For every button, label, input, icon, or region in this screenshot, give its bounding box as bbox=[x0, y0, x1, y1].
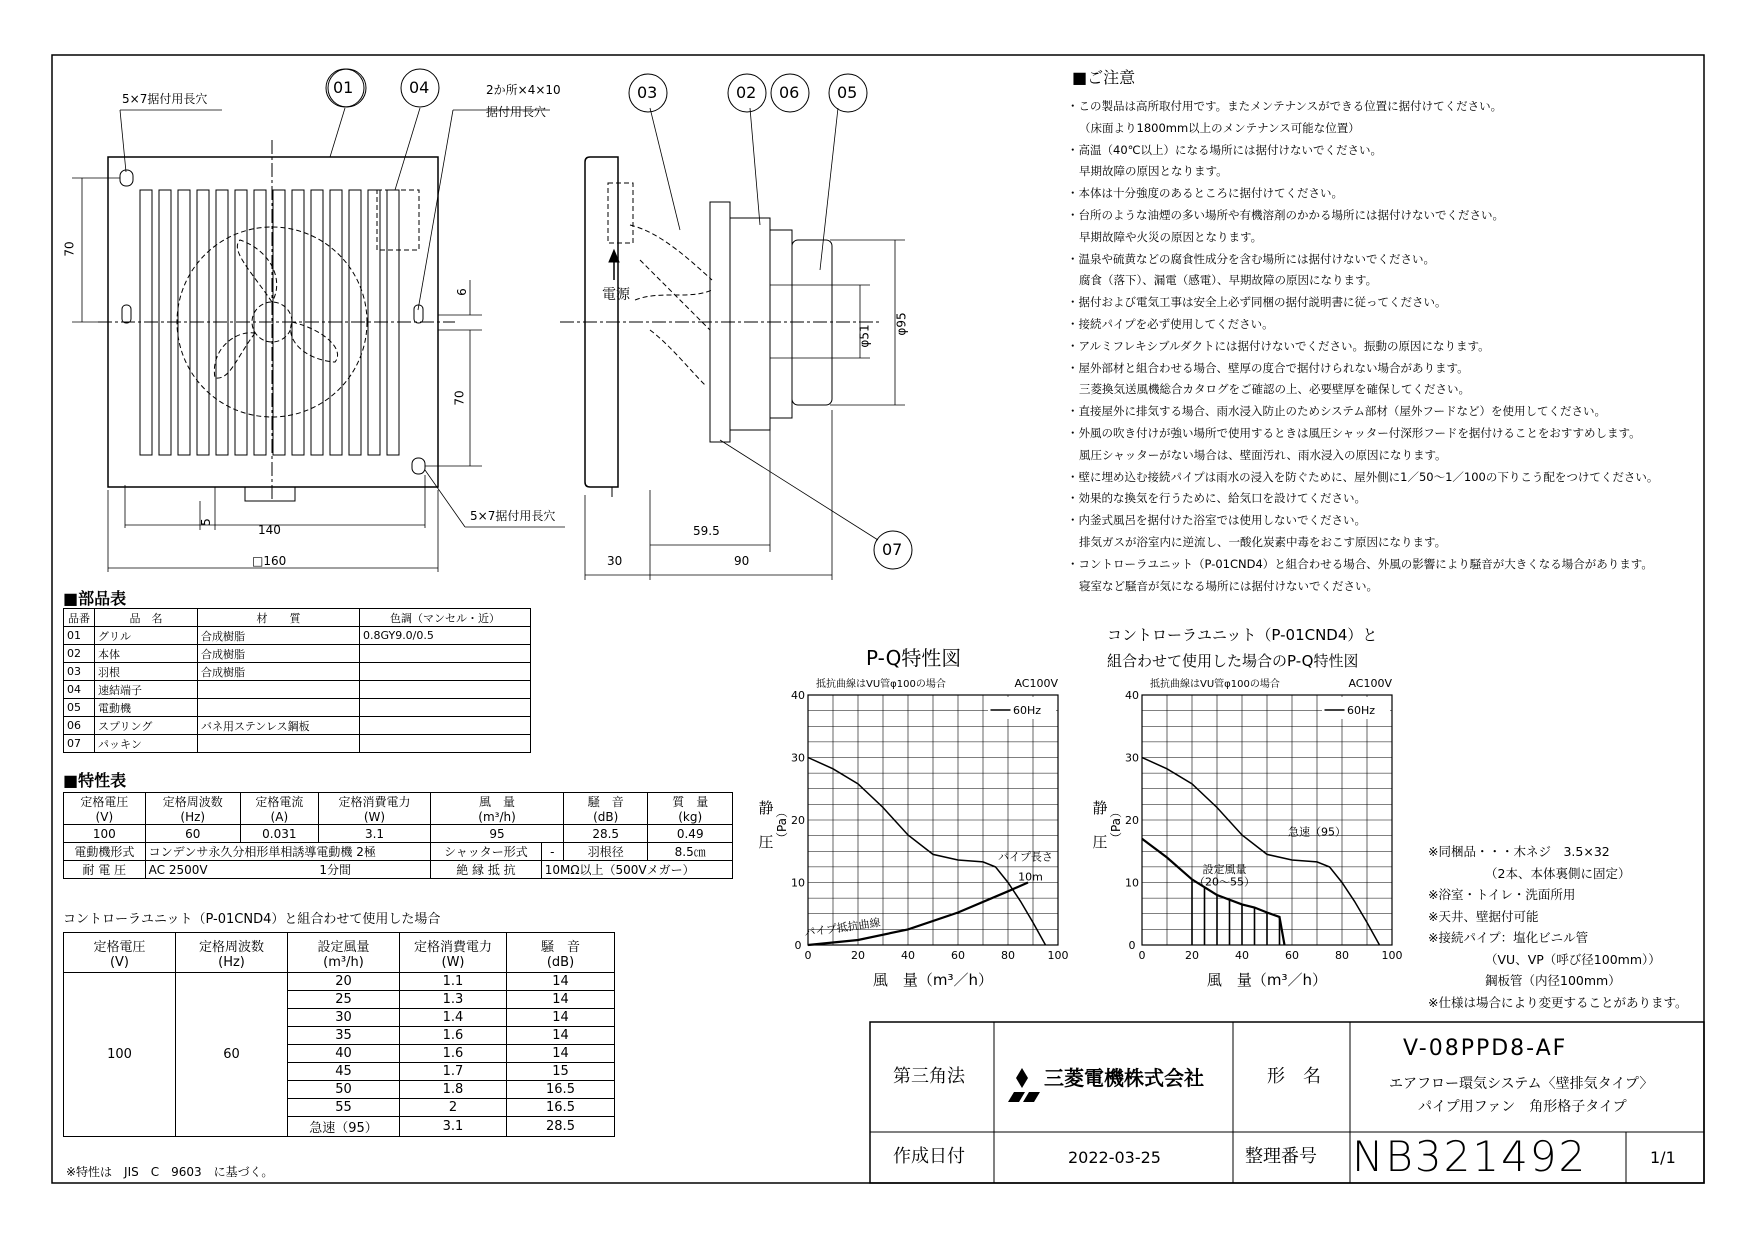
table-row: 50 1.8 16.5 bbox=[64, 1081, 615, 1099]
table-row: 電動機形式 コンデンサ永久分相形単相誘導電動機 2極 シャッター形式 - 羽根径 8.5㎝ bbox=[64, 843, 733, 861]
y-tick-label: 30 bbox=[791, 751, 805, 765]
note-line: 三菱換気送風機総合カタログをご確認の上、必要壁厚を確保してください。 bbox=[1079, 382, 1470, 397]
parts-table bbox=[63, 608, 531, 753]
projection-label: 第三角法 bbox=[893, 1066, 965, 1087]
y-tick-label: 10 bbox=[791, 876, 805, 890]
front-view bbox=[72, 69, 565, 572]
table-row: 05 電動機 bbox=[64, 699, 531, 717]
spec-h-freq: 定格周波数 (Hz) bbox=[145, 793, 240, 825]
supply-label: AC100V bbox=[1348, 677, 1392, 690]
legend-label: 60Hz bbox=[1347, 704, 1376, 717]
pq-chart bbox=[758, 677, 1068, 989]
table-row: 04 速結端子 bbox=[64, 681, 531, 699]
parts-header-name: 品 名 bbox=[95, 609, 198, 627]
x-tick-label: 100 bbox=[1047, 949, 1069, 962]
accessory-line: ※浴室・トイレ・洗面所用 bbox=[1428, 887, 1576, 902]
callout-06: 06 bbox=[779, 83, 800, 102]
table-row: 06 スプリング バネ用ステンレス鋼板 bbox=[64, 717, 531, 735]
parts-header-no: 品番 bbox=[64, 609, 95, 627]
model-number: V-08PPD8-AF bbox=[1403, 1036, 1568, 1061]
controller-table: 定格電圧 (V) 定格周波数 (Hz) 設定風量 (m³/h) 定格消費電力 (W) 騒 音 (dB) 100 60 20 1.1 14 25 1.3 14 30 1.4 14 35 1.6 14 40 1.6 14 45 1.7 15 50 1.8 16.5 55 2 16.5 急速（95） 3.1 28.5 bbox=[63, 932, 615, 1137]
dim-90: 90 bbox=[734, 554, 750, 568]
annotation-pipe-curve: パイプ抵抗曲線 bbox=[803, 916, 882, 940]
table-row: 07 パッキン bbox=[64, 735, 531, 753]
date-label: 作成日付 bbox=[893, 1146, 965, 1167]
table-row: 45 1.7 15 bbox=[64, 1063, 615, 1081]
parts-title: ■部品表 bbox=[63, 589, 127, 608]
x-tick-label: 60 bbox=[951, 949, 965, 962]
dim-95: φ95 bbox=[894, 312, 909, 336]
dim-51: φ51 bbox=[857, 324, 872, 348]
note-line: 早期故障や火災の原因となります。 bbox=[1079, 229, 1263, 244]
y-tick-label: 30 bbox=[1125, 751, 1139, 765]
callout-03: 03 bbox=[637, 83, 658, 102]
y-axis-unit: （Pa） bbox=[1109, 805, 1123, 845]
callout-04: 04 bbox=[409, 78, 430, 97]
note-line: ・据付および電気工事は安全上必ず同梱の据付説明書に従ってください。 bbox=[1067, 295, 1447, 310]
y-axis-label-1: 静 bbox=[758, 799, 774, 817]
chart1-title: P-Q特性図 bbox=[866, 646, 962, 670]
doc-number: NB321492 bbox=[1352, 1132, 1588, 1181]
spec-h-noise: 騒 音 (dB) bbox=[563, 793, 647, 825]
spec-h-mass: 質 量 (kg) bbox=[648, 793, 733, 825]
note-line: ・外風の吹き付けが強い場所で使用するときは風圧シャッター付深形フードを据付けることをおすすめします。 bbox=[1067, 426, 1641, 440]
note-line: ・温泉や硫黄などの腐食性成分を含む場所には据付けないでください。 bbox=[1067, 251, 1435, 266]
chart2-title-2: 組合わせて使用した場合のP-Q特性図 bbox=[1107, 652, 1359, 670]
annotation-setting: 設定風量 bbox=[1202, 863, 1247, 877]
note-line: ・効果的な換気を行うために、給気口を設けてください。 bbox=[1067, 491, 1366, 506]
annotation-range: （20～55） bbox=[1194, 875, 1255, 889]
y-axis-unit: （Pa） bbox=[775, 805, 789, 845]
table-row: 急速（95） 3.1 28.5 bbox=[64, 1117, 615, 1137]
parts-header-color: 色調（マンセル・近） bbox=[360, 609, 531, 627]
x-tick-label: 80 bbox=[1001, 949, 1015, 962]
annotation-fast: 急速（95） bbox=[1288, 825, 1346, 839]
callout-01: 01 bbox=[333, 78, 354, 97]
spec-h-current: 定格電流 (A) bbox=[240, 793, 318, 825]
note-line: ・台所のような油煙の多い場所や有機溶剤のかかる場所には据付けないでください。 bbox=[1067, 208, 1504, 222]
note-line: ・内釜式風呂を据付けた浴室では使用しないでください。 bbox=[1067, 513, 1366, 528]
chart2-title-1: コントローラユニット（P-01CND4）と bbox=[1107, 626, 1378, 644]
note-line: ・この製品は高所取付用です。またメンテナンスができる位置に据付けてください。 bbox=[1067, 99, 1503, 113]
table-row: 100 60 0.031 3.1 95 28.5 0.49 bbox=[64, 825, 733, 843]
spec-h-air: 風 量 (m³/h) bbox=[431, 793, 564, 825]
x-tick-label: 0 bbox=[804, 949, 812, 962]
table-row: 02 本体 合成樹脂 bbox=[64, 645, 531, 663]
y-tick-label: 20 bbox=[791, 814, 805, 827]
table-row: 30 1.4 14 bbox=[64, 1009, 615, 1027]
note-line: 早期故障の原因となります。 bbox=[1079, 164, 1228, 179]
accessory-line: ※接続パイプ：塩化ビニル管 bbox=[1428, 930, 1589, 945]
accessory-line: （VU、VP（呼び径100mm）） bbox=[1485, 951, 1661, 967]
note-line: 腐食（落下）、漏電（感電）、早期故障の原因になります。 bbox=[1079, 273, 1378, 288]
chart-note: 抵抗曲線はVU管φ100の場合 bbox=[816, 679, 946, 690]
callout-02: 02 bbox=[736, 83, 757, 102]
slot-label-top: 5×7据付用長穴 bbox=[122, 92, 208, 106]
note-line: ・直接屋外に排気する場合、雨水浸入防止のためシステム部材（屋外フードなど）を使用してください。 bbox=[1067, 404, 1606, 419]
note-line: ・屋外部材と組合わせる場合、壁厚の度合で据付けられない場合があります。 bbox=[1067, 360, 1469, 375]
specs-table bbox=[63, 792, 733, 879]
table-row: 25 1.3 14 bbox=[64, 991, 615, 1009]
x-tick-label: 0 bbox=[1138, 949, 1146, 962]
controller-title: コントローラユニット（P-01CND4）と組合わせて使用した場合 bbox=[63, 912, 441, 927]
spec-h-power: 定格消費電力 (W) bbox=[318, 793, 430, 825]
accessory-line: ※天井、壁据付可能 bbox=[1428, 908, 1539, 924]
dim-30: 30 bbox=[607, 554, 623, 568]
dim-59-5: 59.5 bbox=[693, 524, 720, 538]
pq-chart-controller bbox=[1092, 677, 1402, 989]
note-line: ・壁に埋め込む接続パイプは雨水の浸入を防ぐために、屋外側に1／50～1／100の下りこう配をつけてください。 bbox=[1067, 469, 1659, 484]
dim-70-b: 70 bbox=[452, 390, 467, 406]
y-tick-label: 0 bbox=[794, 939, 802, 952]
accessory-line: （2本、本体裏側に固定） bbox=[1485, 865, 1631, 881]
note-line: ・アルミフレキシブルダクトには据付けないでください。振動の原因になります。 bbox=[1067, 338, 1490, 353]
x-tick-label: 40 bbox=[901, 949, 915, 962]
table-row: 03 羽根 合成樹脂 bbox=[64, 663, 531, 681]
x-tick-label: 60 bbox=[1285, 949, 1299, 962]
model-label: 形 名 bbox=[1267, 1066, 1321, 1087]
x-tick-label: 20 bbox=[1185, 949, 1199, 962]
company-name: 三菱電機株式会社 bbox=[1044, 1066, 1204, 1090]
doc-no-label: 整理番号 bbox=[1245, 1146, 1317, 1167]
supply-label: AC100V bbox=[1014, 677, 1058, 690]
dim-70-a: 70 bbox=[62, 241, 77, 257]
table-row: 55 2 16.5 bbox=[64, 1099, 615, 1117]
dim-5: 5 bbox=[198, 518, 213, 526]
y-axis-label-2: 圧 bbox=[758, 833, 774, 851]
page-number: 1/1 bbox=[1650, 1148, 1676, 1167]
table-row: 40 1.6 14 bbox=[64, 1045, 615, 1063]
note-line: ・コントローラユニット（P-01CND4）と組合わせる場合、外風の影響により騒音が大きくなる場合があります。 bbox=[1067, 556, 1653, 571]
y-tick-label: 10 bbox=[1125, 876, 1139, 890]
date-value: 2022-03-25 bbox=[1068, 1148, 1161, 1167]
note-line: 風圧シャッターがない場合は、壁面汚れ、雨水浸入の原因になります。 bbox=[1079, 447, 1447, 462]
chart-note: 抵抗曲線はVU管φ100の場合 bbox=[1150, 679, 1280, 690]
x-tick-label: 20 bbox=[851, 949, 865, 962]
table-row: 耐 電 圧 AC 2500V 1分間 絶 縁 抵 抗 10MΩ以上（500Vメガー） bbox=[64, 861, 733, 879]
legend-label: 60Hz bbox=[1013, 704, 1042, 717]
company-logo bbox=[1008, 1068, 1040, 1102]
spec-h-voltage: 定格電圧 (V) bbox=[64, 793, 146, 825]
y-tick-label: 40 bbox=[791, 689, 805, 702]
parts-header-material: 材 質 bbox=[198, 609, 360, 627]
note-line: （床面より1800mm以上のメンテナンス可能な位置） bbox=[1079, 120, 1360, 135]
note-line: ・高温（40℃以上）になる場所には据付けないでください。 bbox=[1067, 142, 1383, 157]
y-tick-label: 0 bbox=[1128, 939, 1136, 952]
note-line: ・接続パイプを必ず使用してください。 bbox=[1067, 317, 1274, 331]
notes-title: ■ご注意 bbox=[1072, 68, 1136, 87]
note-line: 寝室など騒音が気になる場所には据付けないでください。 bbox=[1079, 578, 1378, 593]
x-tick-label: 80 bbox=[1335, 949, 1349, 962]
x-axis-label: 風 量（m³／h） bbox=[1206, 971, 1328, 989]
annotation-pipe-length: パイプ長さ bbox=[998, 850, 1053, 864]
slot-label-bottom: 5×7据付用長穴 bbox=[470, 509, 556, 523]
slot-label-right-1: 2か所×4×10 bbox=[486, 83, 561, 97]
annotation-10m: 10m bbox=[1018, 870, 1043, 884]
model-desc-2: パイプ用ファン 角形格子タイプ bbox=[1418, 1099, 1627, 1115]
callout-05: 05 bbox=[837, 83, 858, 102]
y-tick-label: 40 bbox=[1125, 689, 1139, 702]
callout-07: 07 bbox=[882, 540, 903, 559]
slot-label-right-2: 据付用長穴 bbox=[486, 105, 547, 119]
table-row: 100 60 20 1.1 14 bbox=[64, 973, 615, 991]
note-line: ・本体は十分強度のあるところに据付けてください。 bbox=[1067, 186, 1343, 201]
note-line: 排気ガスが浴室内に逆流し、一酸化炭素中毒をおこす原因になります。 bbox=[1079, 535, 1447, 549]
x-tick-label: 100 bbox=[1381, 949, 1403, 962]
model-desc-1: エアフロー環気システム〈壁排気タイプ〉 bbox=[1389, 1076, 1654, 1092]
x-axis-label: 風 量（m³／h） bbox=[872, 971, 994, 989]
accessory-line: 鋼板管（内径100mm） bbox=[1485, 973, 1621, 988]
power-label: 電源 bbox=[602, 287, 630, 303]
series-line bbox=[1142, 839, 1285, 945]
specs-title: ■特性表 bbox=[63, 771, 127, 790]
accessory-line: ※同梱品・・・木ネジ 3.5×32 bbox=[1428, 844, 1610, 859]
table-row: 35 1.6 14 bbox=[64, 1027, 615, 1045]
dim-160: □160 bbox=[252, 554, 287, 568]
dim-140: 140 bbox=[258, 523, 281, 537]
y-axis-label-2: 圧 bbox=[1092, 833, 1108, 851]
jis-footnote: ※特性は JIS C 9603 に基づく。 bbox=[66, 1165, 274, 1179]
dim-6: 6 bbox=[454, 288, 469, 296]
y-axis-label-1: 静 bbox=[1092, 799, 1108, 817]
table-row: 01 グリル 合成樹脂 0.8GY9.0/0.5 bbox=[64, 627, 531, 645]
x-tick-label: 40 bbox=[1235, 949, 1249, 962]
accessory-line: ※仕様は場合により変更することがあります。 bbox=[1428, 994, 1688, 1010]
y-tick-label: 20 bbox=[1125, 814, 1139, 827]
